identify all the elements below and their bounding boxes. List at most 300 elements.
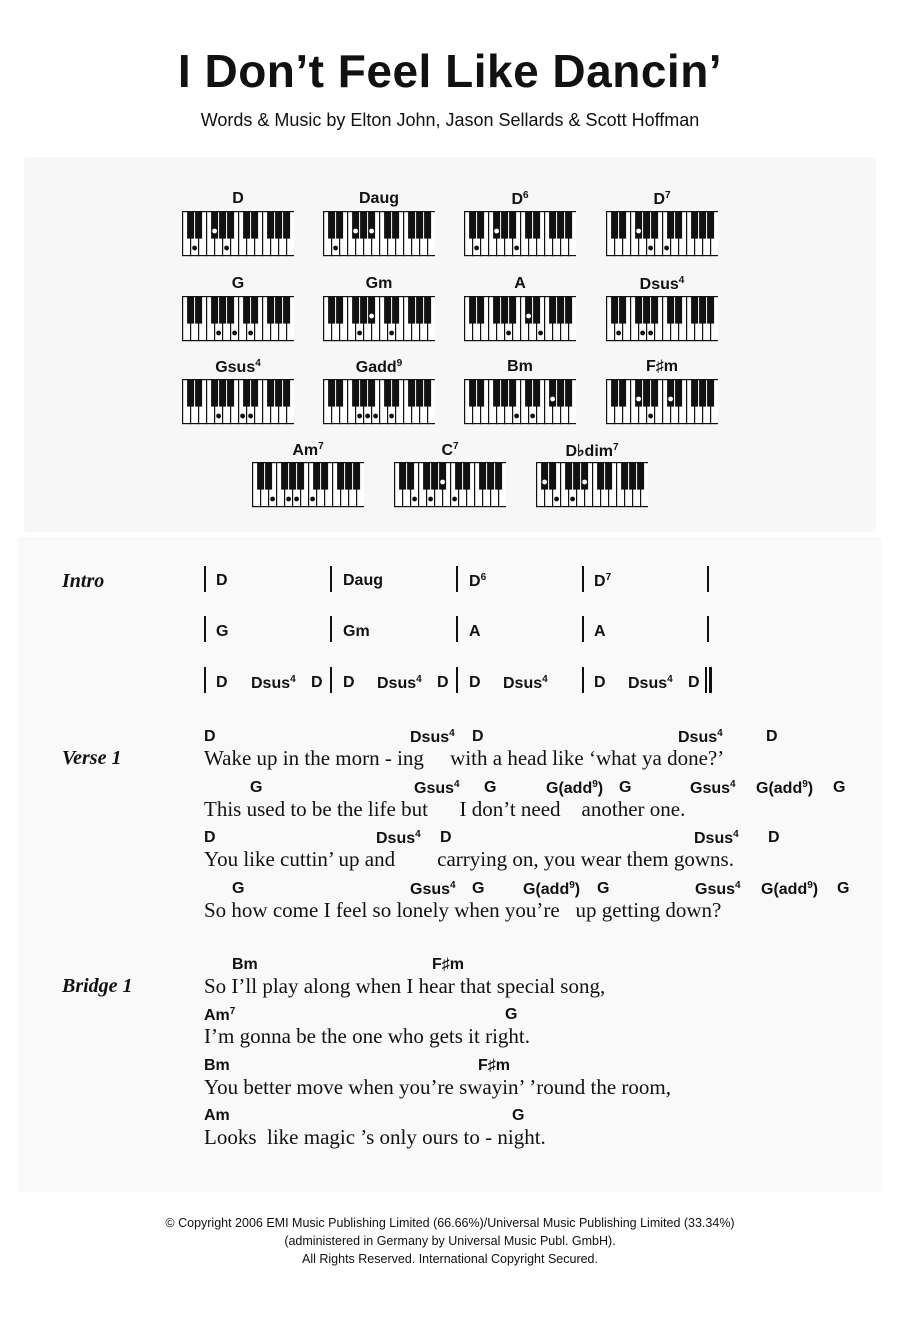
black-key	[635, 212, 642, 239]
chord-diagram-name: Gadd$^9$	[355, 358, 403, 376]
black-key	[533, 212, 540, 239]
black-key	[565, 380, 572, 407]
black-key	[691, 212, 698, 239]
black-key	[345, 463, 352, 490]
black-key	[487, 463, 494, 490]
chord: G(add$^9$)	[761, 880, 819, 898]
chord: Dsus$^4$	[628, 674, 673, 692]
section-label-bridge-1: Bridge 1	[62, 975, 133, 997]
piano-keyboard	[536, 462, 648, 508]
chord: D	[437, 674, 449, 691]
bar-line	[707, 616, 709, 642]
black-key	[360, 380, 367, 407]
chord: G	[512, 1107, 525, 1124]
chord-diagram	[182, 275, 294, 347]
bar-line	[204, 616, 206, 642]
chord: Am	[204, 1107, 230, 1124]
black-key	[227, 297, 234, 324]
chord: Dsus$^4$	[410, 728, 455, 746]
black-key	[219, 212, 226, 239]
lyric-line: I’m gonna be the one who gets it right.	[204, 1024, 531, 1048]
chord-diagram-name: $D^7$	[653, 190, 671, 208]
note-dot	[514, 246, 519, 251]
black-key	[408, 297, 415, 324]
note-dot	[616, 331, 621, 336]
chord: G	[837, 880, 850, 897]
note-dot	[542, 480, 547, 485]
chord-diagram-name: $C^7$	[441, 441, 459, 459]
chord: G	[619, 779, 632, 796]
black-key	[251, 212, 258, 239]
black-key	[195, 212, 202, 239]
black-key	[431, 463, 438, 490]
chord: Gsus$^4$	[410, 880, 456, 898]
black-key	[691, 297, 698, 324]
lyric-line: Wake up in the morn - ing with a head like ‘what ya done?’	[204, 746, 725, 770]
black-key	[611, 380, 618, 407]
black-key	[611, 297, 618, 324]
black-key	[219, 380, 226, 407]
chord-diagram-name: Gsus$^4$	[215, 358, 261, 376]
black-key	[407, 463, 414, 490]
chord: G	[597, 880, 610, 897]
chord: Dsus$^4$	[694, 829, 739, 847]
bar-line	[582, 616, 584, 642]
black-key	[493, 212, 500, 239]
chord-diagram	[606, 190, 718, 262]
chord: G(add$^9$)	[756, 779, 814, 797]
chord: Gsus$^4$	[690, 779, 736, 797]
chord: Dsus$^4$	[376, 829, 421, 847]
chord: G(add$^9$)	[523, 880, 581, 898]
bar-line	[456, 667, 458, 693]
note-dot	[248, 331, 253, 336]
chord: Dsus$^4$	[377, 674, 422, 692]
note-dot	[648, 414, 653, 419]
chord: D	[469, 674, 481, 691]
black-key	[707, 212, 714, 239]
chord-diagram	[323, 358, 435, 430]
note-dot	[648, 246, 653, 251]
black-key	[651, 297, 658, 324]
piano-keyboard	[464, 379, 576, 425]
black-key	[219, 297, 226, 324]
black-key	[424, 297, 431, 324]
note-dot	[232, 331, 237, 336]
chord: G	[484, 779, 497, 796]
chord-diagram-name: Dsus$^4$	[639, 275, 685, 293]
note-dot	[365, 414, 370, 419]
note-dot	[224, 246, 229, 251]
black-key	[675, 380, 682, 407]
note-dot	[357, 331, 362, 336]
note-dot	[389, 331, 394, 336]
black-key	[281, 463, 288, 490]
black-key	[557, 380, 564, 407]
black-key	[635, 380, 642, 407]
chord: Gm	[343, 623, 370, 640]
chord: D	[311, 674, 323, 691]
note-dot	[428, 497, 433, 502]
chord: Dsus$^4$	[503, 674, 548, 692]
chord: D	[204, 728, 216, 745]
chord: D	[343, 674, 355, 691]
black-key	[267, 380, 274, 407]
black-key	[384, 212, 391, 239]
black-key	[408, 380, 415, 407]
black-key	[360, 212, 367, 239]
black-key	[619, 212, 626, 239]
black-key	[667, 212, 674, 239]
note-dot	[216, 331, 221, 336]
black-key	[368, 212, 375, 239]
black-key	[195, 297, 202, 324]
black-key	[336, 297, 343, 324]
black-key	[557, 212, 564, 239]
copyright-line: © Copyright 2006 EMI Music Publishing Limited (66.66%)/Universal Music Publishing Limited (33.34%)	[165, 1216, 735, 1230]
note-dot	[294, 497, 299, 502]
note-dot	[240, 414, 245, 419]
black-key	[621, 463, 628, 490]
note-dot	[582, 480, 587, 485]
black-key	[501, 297, 508, 324]
chord: F♯m	[478, 1057, 510, 1074]
note-dot	[538, 331, 543, 336]
note-dot	[412, 497, 417, 502]
black-key	[423, 463, 430, 490]
black-key	[336, 380, 343, 407]
chord-diagram-name: D♭dim$^7$	[565, 442, 619, 460]
piano-keyboard	[323, 296, 435, 342]
chord: $D^7$	[594, 572, 612, 590]
bar-line	[330, 667, 332, 693]
chord: A	[594, 623, 606, 640]
black-key	[495, 463, 502, 490]
black-key	[549, 380, 556, 407]
black-key	[289, 463, 296, 490]
black-key	[643, 297, 650, 324]
black-key	[581, 463, 588, 490]
chord-diagram	[606, 358, 718, 430]
bar-line	[582, 566, 584, 592]
lyric-line: So how come I feel so lonely when you’re up getting down?	[204, 898, 722, 922]
black-key	[328, 212, 335, 239]
note-dot	[357, 414, 362, 419]
note-dot	[373, 414, 378, 419]
black-key	[643, 380, 650, 407]
piano-keyboard	[252, 462, 364, 508]
black-key	[619, 297, 626, 324]
chord-diagram	[323, 275, 435, 347]
chord: D	[766, 728, 778, 745]
chord: $D^6$	[469, 572, 487, 590]
note-dot	[369, 229, 374, 234]
chord-diagram	[323, 190, 435, 262]
black-key	[243, 297, 250, 324]
black-key	[667, 380, 674, 407]
chord-diagram	[606, 275, 718, 347]
chord: D	[440, 829, 452, 846]
chord: Am$^7$	[204, 1006, 236, 1024]
black-key	[469, 380, 476, 407]
black-key	[493, 380, 500, 407]
final-bar-line-thick	[709, 667, 712, 693]
chord: G	[216, 623, 229, 640]
note-dot	[640, 331, 645, 336]
note-dot	[506, 331, 511, 336]
note-dot	[212, 229, 217, 234]
note-dot	[526, 314, 531, 319]
final-bar-line	[705, 667, 707, 693]
bar-line	[456, 616, 458, 642]
piano-keyboard	[323, 211, 435, 257]
black-key	[392, 297, 399, 324]
black-key	[257, 463, 264, 490]
black-key	[691, 380, 698, 407]
bar-line	[707, 566, 709, 592]
black-key	[611, 212, 618, 239]
black-key	[352, 380, 359, 407]
black-key	[493, 297, 500, 324]
black-key	[187, 212, 194, 239]
black-key	[416, 212, 423, 239]
chord-diagram	[394, 441, 506, 513]
black-key	[549, 297, 556, 324]
piano-keyboard	[182, 296, 294, 342]
black-key	[297, 463, 304, 490]
note-dot	[286, 497, 291, 502]
black-key	[501, 212, 508, 239]
black-key	[477, 380, 484, 407]
song-credits: Words & Music by Elton John, Jason Sellards & Scott Hoffman	[200, 110, 700, 130]
chord: Dsus$^4$	[678, 728, 723, 746]
black-key	[265, 463, 272, 490]
chord-diagram-name: Gm	[365, 275, 393, 292]
black-key	[227, 380, 234, 407]
piano-keyboard	[394, 462, 506, 508]
chord: F♯m	[432, 956, 464, 973]
piano-keyboard	[606, 211, 718, 257]
chord: A	[469, 623, 481, 640]
black-key	[384, 380, 391, 407]
chord-diagram	[464, 358, 576, 430]
chord-diagram-name: Bm	[507, 358, 533, 375]
chord-diagram	[252, 441, 364, 513]
piano-keyboard	[323, 379, 435, 425]
black-key	[637, 463, 644, 490]
black-key	[416, 297, 423, 324]
black-key	[368, 380, 375, 407]
note-dot	[514, 414, 519, 419]
piano-keyboard	[464, 296, 576, 342]
chord: G	[250, 779, 263, 796]
lyric-line: You like cuttin’ up and carrying on, you wear them gowns.	[204, 847, 734, 871]
bar-line	[204, 667, 206, 693]
black-key	[469, 212, 476, 239]
piano-keyboard	[464, 211, 576, 257]
note-dot	[550, 397, 555, 402]
black-key	[477, 212, 484, 239]
note-dot	[389, 414, 394, 419]
black-key	[439, 463, 446, 490]
note-dot	[554, 497, 559, 502]
note-dot	[440, 480, 445, 485]
chord: Bm	[204, 1057, 230, 1074]
black-key	[651, 212, 658, 239]
note-dot	[216, 414, 221, 419]
bar-line	[204, 566, 206, 592]
chord: D	[216, 674, 228, 691]
black-key	[227, 212, 234, 239]
chord: D	[204, 829, 216, 846]
black-key	[463, 463, 470, 490]
lyric-line: This used to be the life but I don’t need another one.	[204, 797, 686, 821]
chord: G	[472, 880, 485, 897]
black-key	[597, 463, 604, 490]
chord-diagram	[182, 190, 294, 262]
black-key	[651, 380, 658, 407]
black-key	[533, 380, 540, 407]
black-key	[675, 297, 682, 324]
chord: D	[688, 674, 700, 691]
black-key	[629, 463, 636, 490]
black-key	[549, 212, 556, 239]
black-key	[424, 380, 431, 407]
black-key	[275, 297, 282, 324]
chord: D	[768, 829, 780, 846]
chord: G	[505, 1006, 518, 1023]
black-key	[313, 463, 320, 490]
black-key	[525, 380, 532, 407]
chord-diagram	[182, 358, 294, 430]
note-dot	[333, 246, 338, 251]
black-key	[267, 297, 274, 324]
black-key	[211, 212, 218, 239]
lyric-line: You better move when you’re swayin’ ’round the room,	[204, 1075, 671, 1099]
black-key	[455, 463, 462, 490]
note-dot	[369, 314, 374, 319]
note-dot	[474, 246, 479, 251]
black-key	[328, 297, 335, 324]
black-key	[399, 463, 406, 490]
black-key	[195, 380, 202, 407]
note-dot	[270, 497, 275, 502]
note-dot	[530, 414, 535, 419]
black-key	[477, 297, 484, 324]
black-key	[416, 380, 423, 407]
black-key	[479, 463, 486, 490]
black-key	[353, 463, 360, 490]
black-key	[283, 380, 290, 407]
lyric-line: Looks like magic ’s only ours to - night.	[204, 1125, 546, 1149]
black-key	[667, 297, 674, 324]
black-key	[267, 212, 274, 239]
black-key	[565, 212, 572, 239]
black-key	[243, 380, 250, 407]
chord-diagram-name: F♯m	[646, 358, 678, 375]
copyright-line: All Rights Reserved. International Copyright Secured.	[302, 1252, 598, 1266]
chord: Dsus$^4$	[251, 674, 296, 692]
black-key	[275, 380, 282, 407]
chord: G	[232, 880, 245, 897]
lyric-line: So I’ll play along when I hear that special song,	[204, 974, 606, 998]
chord-diagram	[464, 190, 576, 262]
black-key	[525, 297, 532, 324]
black-key	[509, 297, 516, 324]
piano-keyboard	[182, 211, 294, 257]
black-key	[243, 212, 250, 239]
black-key	[533, 297, 540, 324]
black-key	[509, 380, 516, 407]
chord-diagram	[536, 441, 648, 513]
black-key	[392, 212, 399, 239]
black-key	[525, 212, 532, 239]
copyright-line: (administered in Germany by Universal Music Publ. GmbH).	[284, 1234, 616, 1248]
black-key	[328, 380, 335, 407]
black-key	[211, 380, 218, 407]
chord-diagram-name: Daug	[359, 190, 399, 207]
piano-keyboard	[606, 296, 718, 342]
chord: Bm	[232, 956, 258, 973]
black-key	[605, 463, 612, 490]
bar-line	[582, 667, 584, 693]
black-key	[573, 463, 580, 490]
note-dot	[452, 497, 457, 502]
black-key	[469, 297, 476, 324]
chord: Gsus$^4$	[414, 779, 460, 797]
black-key	[557, 297, 564, 324]
chord: D	[216, 572, 228, 589]
chord-diagram-name: A	[514, 275, 526, 292]
black-key	[321, 463, 328, 490]
chord: G(add$^9$)	[546, 779, 604, 797]
black-key	[368, 297, 375, 324]
chord: D	[472, 728, 484, 745]
note-dot	[636, 397, 641, 402]
note-dot	[570, 497, 575, 502]
piano-keyboard	[606, 379, 718, 425]
black-key	[707, 297, 714, 324]
chord-diagram-name: $D^6$	[511, 190, 529, 208]
black-key	[619, 380, 626, 407]
note-dot	[636, 229, 641, 234]
black-key	[283, 212, 290, 239]
chord: Gsus$^4$	[695, 880, 741, 898]
black-key	[187, 297, 194, 324]
section-label-verse-1: Verse 1	[62, 747, 122, 769]
black-key	[565, 463, 572, 490]
chord: D	[594, 674, 606, 691]
chord: Daug	[343, 572, 383, 589]
black-key	[211, 297, 218, 324]
black-key	[275, 212, 282, 239]
black-key	[541, 463, 548, 490]
black-key	[251, 297, 258, 324]
black-key	[707, 380, 714, 407]
section-label-intro: Intro	[62, 570, 105, 592]
black-key	[643, 212, 650, 239]
black-key	[384, 297, 391, 324]
song-title: I Don’t Feel Like Dancin’	[177, 45, 723, 97]
black-key	[352, 297, 359, 324]
black-key	[424, 212, 431, 239]
black-key	[699, 297, 706, 324]
black-key	[509, 212, 516, 239]
black-key	[699, 380, 706, 407]
chord-diagram	[464, 275, 576, 347]
note-dot	[192, 246, 197, 251]
black-key	[352, 212, 359, 239]
